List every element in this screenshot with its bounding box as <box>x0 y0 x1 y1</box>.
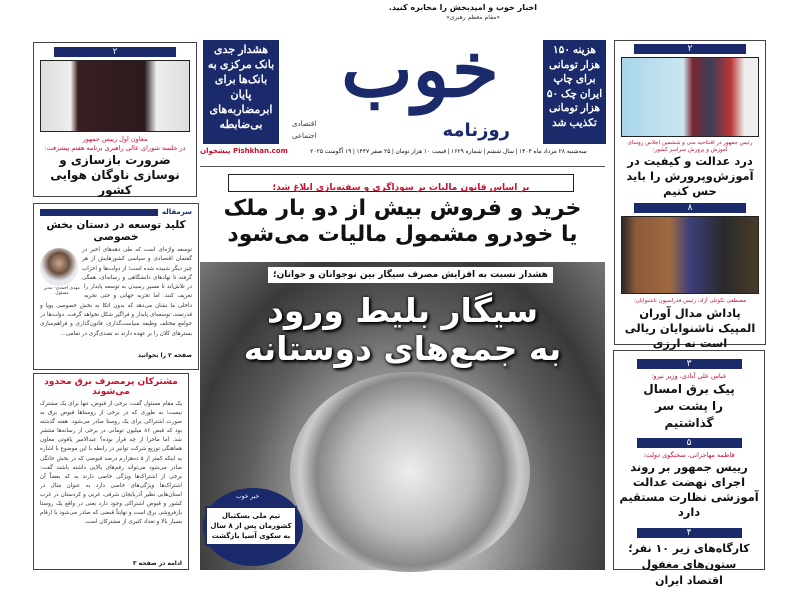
masthead-quote-source: «مقام معظم رهبری» <box>446 14 500 21</box>
right-blue-headline[interactable]: هزینه ۱۵۰ هزار تومانی برای چاپ ایران چک ۵۰ هزار تومانی تکذیب شد <box>543 40 606 144</box>
main-headline-line-2: یا خودرو مشمول مالیات می‌شود <box>227 222 578 247</box>
federation-head-photo <box>621 216 759 294</box>
right-bottom-stories <box>613 350 765 587</box>
ashtray-image <box>290 372 530 572</box>
photo-headline-line-1: سیگار بلیط ورود <box>266 291 539 330</box>
masthead-logo: خوب <box>341 25 499 114</box>
right-top-stories <box>614 40 766 350</box>
photo-story[interactable] <box>200 262 605 570</box>
good-news-badge-label: خبر خوب <box>236 493 260 500</box>
left-bottom-body: یک مقام مسئول گفت: برخی از قبوض، تنها برای یک مشترک نیست؛ به طوری که در برخی از روستاها قبوض برق به صورت اشتراکی برای یک روستا صادر می‌شود. هفته گذشته بود که قبض ۸۶ میلیون تومانی در برخی از رسانه‌ها منتشر شد. اما ماجرا از چه قرار بوده؟ عبدالامیر یاقوتی معاون هماهنگی توزیع شرکت توانیر در رابطه با این موضوع با اشاره به اینکه کمتر از ۵ ده‌هزارم درصد قبوضی که در بخش خانگی صادر می‌شود می‌تواند رقم‌های بالایی داشته باشند گفت: برخی از اشتراک‌ها ویژگی خاصی دارند به که بعضاً آن اشتراک‌ها ویژگی‌های خاصی دارد به عنوان مثال در استان‌هایی نظیر آذربایجان شرقی، غربی و کردستان در غرب کشور و قبوض اشتراکی وجود دارد یعنی در واقع یک روستا بازفروشی برق است و نهایتاً قبضی که صادر می‌شود با ارقام بسیار بالا و تعداد کثیری از مشترکان است. <box>40 401 183 526</box>
editorial-read-more[interactable]: صفحه ۲ را بخوانید <box>137 352 192 359</box>
watermark-logo: پیشخوان Pishkhan.com <box>200 147 288 155</box>
left-top-story[interactable] <box>33 42 197 197</box>
right-bottom-headline-2: رییس جمهور بر روند اجرای نهضت عدالت آموزشی نظارت مستقیم دارد <box>619 460 759 519</box>
masthead-subtitle: روزنامه <box>442 120 510 141</box>
right-bottom-sub-1: عباس علی آبادی، وزیر نیرو: <box>651 372 727 380</box>
right-bottom-headline-1: پیک برق امسال را پشت سر گذاشتیم <box>643 382 735 430</box>
editorial-author: مهدی احمدی- مدیر مسئول <box>44 286 80 296</box>
vice-president-photo <box>40 60 190 132</box>
masthead-tagline-social: اجتماعی <box>292 132 317 140</box>
right-top-sub-1: رئیس جمهور در افتتاحیه سی و ششمین اجلاس روسای آموزش و پرورش سراسر کشور: <box>627 140 753 153</box>
right-bottom-story-1[interactable] <box>614 359 764 432</box>
left-bottom-title: مشترکان پرمصرف برق محدود می‌شوند <box>44 377 178 397</box>
right-bottom-story-3[interactable] <box>614 528 764 589</box>
right-top-headline-1: درد عدالت و کیفیت در آموزش‌وپرورش را باید حس کنیم <box>626 154 754 198</box>
right-top-sub-2: مصطفی تکوتلی آزاد، رئیس فدراسیون ناشنوایان: <box>633 298 747 304</box>
right-bottom-story-2[interactable] <box>614 438 764 520</box>
editorial-section-label: سرمقاله <box>161 208 192 216</box>
page-number-badge: ۸ <box>634 203 747 213</box>
dateline: سه‌شنبه ۲۸ مرداد ماه ۱۴۰۴ | سال ششم | شماره ۱۶۲۹ | قیمت ۱۰ هزار تومان | ۲۵ صفر ۱۴۴۷ | ۱۹ آگوست ۲۰۲۵ <box>310 149 587 155</box>
left-bottom-continue[interactable]: ادامه در صفحه ۳ <box>132 560 182 567</box>
right-top-headline-2: پاداش مدال آوران المپیک ناشنوایان ریالی است نه ارزی <box>624 306 756 350</box>
editorial-author-photo <box>40 248 78 286</box>
photo-headline-line-2: به جمع‌های دوستانه <box>243 329 562 368</box>
masthead-tagline-economic: اقتصادی <box>292 120 317 128</box>
main-headline[interactable] <box>200 196 605 248</box>
editorial-title: کلید توسعه در دستان بخش خصوصی <box>46 219 186 243</box>
page-number-badge: ۵ <box>637 438 742 448</box>
left-top-sub-2: در جلسه شورای عالی راهبری برنامه هفتم پیشرفت: <box>44 144 186 152</box>
page-number-badge: ۲ <box>634 44 747 54</box>
editorial-section-bar <box>40 209 158 216</box>
left-top-sub-1: معاون اول رییس جمهور <box>82 135 148 143</box>
page-number-badge: ۲ <box>54 47 176 57</box>
page-number-badge: ۴ <box>637 528 742 538</box>
divider <box>200 166 605 167</box>
main-headline-line-1: خرید و فروش بیش از دو بار ملک <box>223 196 582 221</box>
photo-headline <box>200 292 605 368</box>
main-kicker: بر اساس قانون مالیات بر سوداگری و سفته‌بازی ابلاغ شد؛ <box>272 183 530 193</box>
page-number-badge: ۳ <box>637 359 742 369</box>
photo-kicker: هشدار نسبت به افزایش مصرف سیگار بین نوجوانان و جوانان؛ <box>268 267 553 283</box>
main-kicker-box <box>228 174 574 192</box>
right-top-story-2[interactable] <box>615 203 765 351</box>
left-blue-headline[interactable]: هشدار جدی بانک مرکزی به بانک‌ها برای پایان ابرمضاربه‌های بی‌ضابطه <box>203 40 279 144</box>
editorial[interactable] <box>33 203 199 370</box>
left-top-headline: ضرورت بازسازی و نوسازی ناوگان هوایی کشور <box>50 153 180 197</box>
editorial-body: توسعه واژه‌ای است که طی دهه‌های اخیر در گفتمان اقتصادی و سیاسی کشورهایش از هر چیز دیگر شنیده شده است؛ از دولت‌ها و احزاب گرفته تا نهادهای دانشگاهی و رسانه‌ای، همگی در تلاش‌اند تا مسیر رسیدن به توسعه پایدار را تعریف کنند. اما تجربه جهانی و حتی تجربه داخلی ما نشان می‌دهد که بدون اتکا به بخش خصوصی پویا و قدرتمند، توسعه‌ای پایدار و فراگیر شکل نخواهد گرفت. دولت‌ها در جوامع مختلف وظیفه سیاست‌گذاری، قانون‌گذاری و فراهم‌سازی بسترهای کلان را بر عهده دارند نه تصدی‌گری در تمامی... <box>40 247 192 337</box>
left-bottom-story[interactable] <box>33 373 189 570</box>
right-bottom-headline-3: کارگاه‌های زیر ۱۰ نفر؛ ستون‌های مغفول اقتصاد ایران <box>628 542 750 587</box>
good-news-badge-text: تیم ملی بسکتبال کشورمان پس از ۸ سال به سکوی آسیا بازگشت <box>205 506 297 546</box>
masthead <box>290 0 540 146</box>
right-top-story-1[interactable] <box>615 44 765 199</box>
right-bottom-sub-2: فاطمه مهاجرانی، سخنگوی دولت: <box>643 451 735 459</box>
president-photo <box>621 57 759 137</box>
masthead-quote: اخبار خوب و امیدبخش را مخابره کنید. <box>388 3 537 12</box>
